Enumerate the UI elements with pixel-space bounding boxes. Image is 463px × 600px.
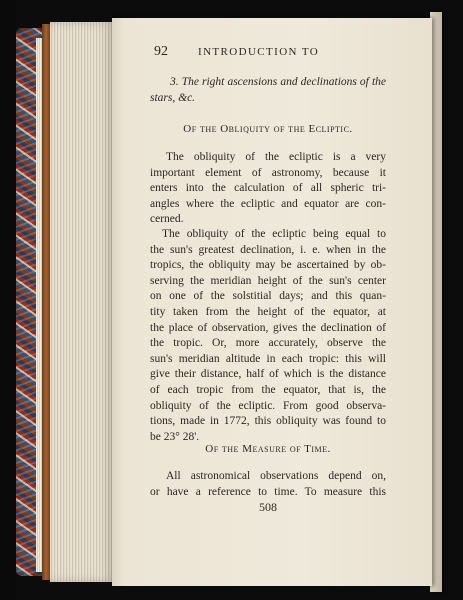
paragraph-1-line: The obliquity of the ecliptic is a very [166, 151, 386, 163]
paragraph-2-line: the tropic. Or, more accurately, observe the [150, 337, 386, 350]
paragraph-3-line: All astronomical observations depend on, [166, 470, 386, 482]
page-block-edges [50, 22, 114, 582]
paragraph-1-line: important element of astronomy, because it [150, 166, 386, 179]
paragraph-2-line: tions, made in 1772, this obliquity was found to [150, 415, 386, 428]
paragraph-1-line: cerned. [150, 213, 184, 226]
paragraph-2-line: give their distance, half of which is the distance [150, 368, 386, 381]
paragraph-2-line: The obliquity of the ecliptic being equal to [162, 228, 386, 240]
paragraph-2-line: be 23° 28'. [150, 430, 200, 443]
paragraph-2-line: tropics, the obliquity may be ascertained by ob- [150, 259, 386, 272]
section-heading-obliquity: Of the Obliquity of the Ecliptic. [183, 123, 353, 135]
paragraph-2-line: on one of the solstitial days; and this quan- [150, 290, 386, 303]
background-left [0, 0, 16, 600]
paragraph-1-line: angles where the ecliptic and equator are con- [150, 197, 386, 210]
paragraph-2-line: sun's meridian altitude in each tropic: this will [150, 352, 386, 365]
section-heading-time: Of the Measure of Time. [205, 443, 331, 455]
paragraph-2-line: tity taken from the height of the equator, at [150, 305, 386, 318]
paragraph-2-line: obliquity of the ecliptic. From good observa- [150, 399, 386, 412]
running-head [150, 44, 386, 64]
paragraph-2 [150, 227, 386, 445]
paragraph-2-line: serving the meridian height of the sun's center [150, 274, 386, 287]
paragraph-1 [150, 150, 386, 228]
running-head-title: INTRODUCTION TO [198, 46, 320, 58]
paragraph-3 [150, 469, 386, 500]
paragraph-2-line: of each tropic from the equator, that is, the [150, 383, 386, 396]
list-item-3 [150, 74, 386, 106]
signature-mark: 508 [259, 500, 277, 514]
paragraph-3-line: or have a reference to time. To measure this [150, 485, 386, 498]
page-number: 92 [154, 44, 168, 59]
paragraph-1-line: enters into the calculation of all spheric tri- [150, 182, 386, 195]
paragraph-2-line: the place of observation, gives the declination of [150, 321, 386, 334]
list-item-3-line-1: 3. The right ascensions and declinations of the [170, 76, 386, 88]
paragraph-2-line: the sun's greatest declination, i. e. when in the [150, 243, 386, 256]
list-item-3-line-2: stars, &c. [150, 92, 196, 104]
